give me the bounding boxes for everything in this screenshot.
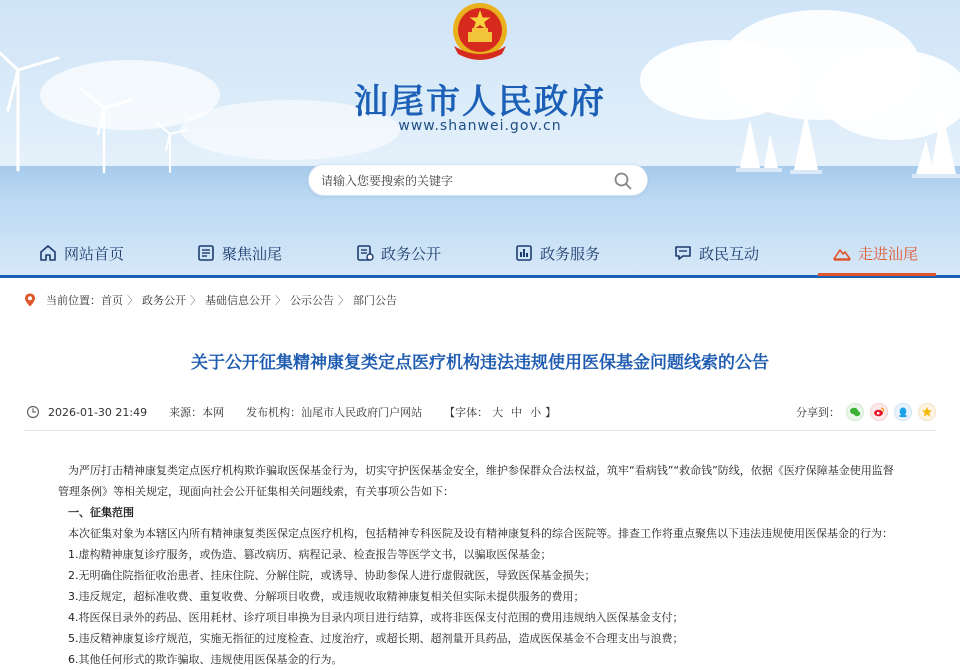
nav-item-interaction[interactable]: [673, 238, 759, 268]
breadcrumb-separator: 〉: [338, 294, 349, 307]
publish-date: 2026-01-30 21:49: [48, 405, 148, 419]
nav-item-services[interactable]: [514, 238, 600, 268]
chat-icon: [673, 243, 693, 263]
breadcrumb-separator: 〉: [275, 294, 286, 307]
share-label: 分享到：: [796, 406, 840, 419]
publisher-label: 发布机构：: [246, 406, 302, 419]
search-icon[interactable]: [613, 171, 633, 191]
weibo-share-icon[interactable]: [870, 403, 888, 421]
nav-item-label: 网站首页: [64, 244, 125, 263]
article-body: [58, 460, 928, 670]
national-emblem-icon: [444, 0, 516, 66]
breadcrumb-link-notices[interactable]: 公示公告: [290, 294, 334, 307]
article-meta: [26, 402, 936, 422]
search-input[interactable]: [321, 171, 601, 191]
site-title: 汕尾市人民政府: [354, 82, 606, 122]
font-size-close: 】: [545, 406, 557, 419]
clock-icon: [26, 405, 40, 419]
meta-divider: [24, 430, 936, 431]
font-size-medium-button[interactable]: 中: [511, 406, 523, 419]
nav-underline: [0, 275, 960, 278]
list-item: 6.其他任何形式的欺诈骗取、违规使用医保基金的行为。: [68, 653, 343, 666]
home-icon: [38, 243, 58, 263]
breadcrumb-link-home[interactable]: 首页: [101, 294, 123, 307]
wechat-share-icon[interactable]: [846, 403, 864, 421]
font-size-label: 【字体：: [444, 406, 489, 419]
nav-item-open-affairs[interactable]: [355, 238, 441, 268]
breadcrumb-link-department-notices[interactable]: 部门公告: [353, 294, 397, 307]
nav-item-label: 走进汕尾: [858, 244, 919, 263]
font-size-small-button[interactable]: 小: [530, 406, 542, 419]
article-title: 关于公开征集精神康复类定点医疗机构违法违规使用医保基金问题线索的公告: [191, 353, 769, 373]
mountain-icon: [832, 243, 852, 263]
site-url: www.shanwei.gov.cn: [398, 118, 562, 134]
paragraph: 本次征集对象为本辖区内所有精神康复类医保定点医疗机构，包括精神专科医院及设有精神康复科的综合医院等。排查工作将重点聚焦以下违法违规使用医保基金的行为：: [68, 527, 893, 540]
main-nav: [0, 232, 960, 276]
nav-item-home[interactable]: [38, 238, 124, 268]
nav-item-label: 政民互动: [699, 244, 760, 263]
source-label: 来源：: [169, 406, 203, 419]
paragraph: 为严厉打击精神康复类定点医疗机构欺诈骗取医保基金行为，切实守护医保基金安全，维护参保群众合法权益，筑牢“看病钱”“救命钱”防线，依据《医疗保障基金使用监督: [68, 464, 894, 477]
nav-item-label: 政务服务: [540, 244, 601, 263]
qq-share-icon[interactable]: [894, 403, 912, 421]
publisher-value: 汕尾市人民政府门户网站: [301, 406, 423, 419]
list-item: 1.虚构精神康复诊疗服务，或伪造、篡改病历、病程记录、检查报告等医学文书，以骗取医保基金；: [68, 548, 552, 561]
list-item: 3.违反规定，超标准收费、重复收费、分解项目收费，或违规收取精神康复相关但实际未提供服务的费用；: [68, 590, 585, 603]
source-value: 本网: [202, 406, 225, 419]
document-icon: [355, 243, 375, 263]
nav-active-indicator: [818, 273, 936, 276]
nav-item-focus[interactable]: [196, 238, 282, 268]
breadcrumb-link-basic-info[interactable]: 基础信息公开: [205, 294, 271, 307]
nav-item-label: 聚焦汕尾: [222, 244, 283, 263]
nav-item-label: 政务公开: [381, 244, 442, 263]
section-heading: 一、征集范围: [68, 506, 134, 519]
list-item: 2.无明确住院指征收治患者、挂床住院、分解住院，或诱导、协助参保人进行虚假就医，导致医保基金损失；: [68, 569, 596, 582]
breadcrumb-prefix: 当前位置：: [46, 294, 101, 307]
nav-item-about-shanwei[interactable]: [832, 238, 918, 268]
location-pin-icon: [22, 292, 38, 308]
breadcrumb-link-open-affairs[interactable]: 政务公开: [142, 294, 186, 307]
list-item: 4.将医保目录外的药品、医用耗材、诊疗项目串换为目录内项目进行结算，或将非医保支付范围的费用违规纳入医保基金支付；: [68, 611, 684, 624]
qzone-share-icon[interactable]: [918, 403, 936, 421]
news-icon: [196, 243, 216, 263]
service-icon: [514, 243, 534, 263]
breadcrumb-separator: 〉: [190, 294, 201, 307]
breadcrumb: [22, 290, 397, 310]
search-bar: [308, 164, 648, 196]
paragraph: 管理条例》等相关规定，现面向社会公开征集相关问题线索，有关事项公告如下：: [58, 485, 454, 498]
font-size-large-button[interactable]: 大: [492, 406, 504, 419]
share-bar: [796, 402, 936, 422]
breadcrumb-separator: 〉: [127, 294, 138, 307]
list-item: 5.违反精神康复诊疗规范，实施无指征的过度检查、过度治疗，或超长期、超剂量开具药品，造成医保基金不合理支出与浪费；: [68, 632, 684, 645]
